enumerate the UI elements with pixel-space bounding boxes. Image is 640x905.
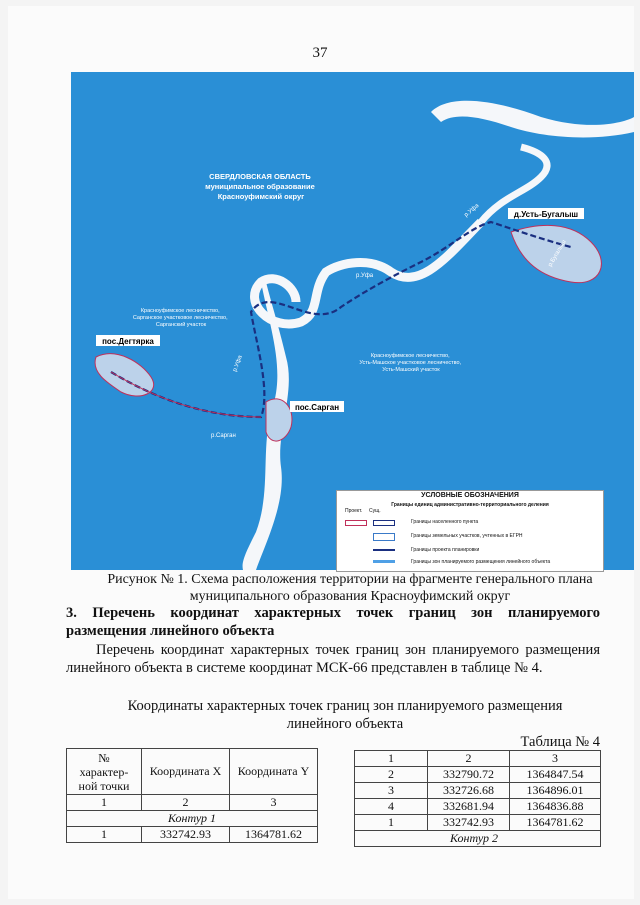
legend-title: УСЛОВНЫЕ ОБОЗНАЧЕНИЯ	[421, 492, 519, 499]
river-label-ufa-2: р.Уфа	[356, 273, 374, 279]
table-row: 1 332742.93 1364781.62	[67, 827, 318, 843]
table-row: 4 332681.94 1364836.88	[355, 799, 601, 815]
figure-caption: Рисунок № 1. Схема расположения территории на фрагменте генерального плана муниципального образования Красноуфимский округ	[107, 572, 593, 604]
svg-text:Красноуфимское лесничество,	[133, 308, 229, 328]
legend-item-plots: Границы земельных участков, учтенных в ЕГРН	[339, 531, 599, 541]
header-point-number: № характер- ной точки	[67, 749, 142, 795]
legend-item-zone: Границы зон планируемого размещения линейного объекта	[339, 557, 599, 567]
table-row: 2 332790.72 1364847.54	[355, 767, 601, 783]
contour-label: Контур 2	[355, 831, 601, 847]
forestry-right-1: Красноуфимское лесничество,	[370, 353, 450, 359]
table-contour-row	[355, 831, 601, 847]
settlement-label-degtyarka: пос.Дегтярка	[102, 337, 154, 346]
river-label-ufa-1: р.Уфа	[463, 202, 481, 219]
table-index-row: 1 2 3	[355, 751, 601, 767]
settlement-label-ust-bugalysh: д.Усть-Бугалыш	[513, 210, 579, 219]
legend-subtitle: Границы единиц административно-территориального деления	[391, 502, 549, 508]
map-legend	[336, 490, 604, 572]
contour-label: Контур 1	[67, 811, 318, 827]
legend-swatch-settlement	[345, 520, 367, 526]
settlement-sarga-area	[266, 399, 292, 441]
section-heading: 3. Перечень координат характерных точек границ зон планируемого размещения линейного объекта	[66, 605, 600, 639]
region-title-1: СВЕРДЛОВСКАЯ ОБЛАСТЬ	[209, 172, 311, 181]
table-caption: Координаты характерных точек границ зон планируемого размещения линейного объекта	[127, 698, 563, 732]
river-label-sarga: р.Сарган	[211, 433, 236, 439]
region-title-3: Красноуфимский округ	[217, 192, 305, 201]
forestry-left-1: Красноуфимское лесничество,	[140, 308, 220, 314]
river-label-bugalysh: р.Бугалыш	[547, 239, 568, 268]
coordinates-table-left	[66, 748, 318, 843]
table-row: 1 332742.93 1364781.62	[355, 815, 601, 831]
legend-swatch-plots	[373, 533, 395, 541]
river-label-ufa-3: р.Уфа	[232, 354, 244, 373]
header-coord-y: Координата Y	[230, 749, 318, 795]
forestry-left-2: Сарганское участковое лесничество,	[132, 315, 228, 321]
table-row: 3 332726.68 1364896.01	[355, 783, 601, 799]
legend-item-settlement: Границы населенного пункта	[339, 517, 599, 527]
forestry-left-3: Сарганский участок	[155, 322, 207, 328]
forestry-right-3: Усть-Машский участок	[382, 367, 440, 373]
legend-col-exist: Сущ.	[369, 508, 381, 514]
header-coord-x: Координата X	[142, 749, 230, 795]
table-contour-row	[67, 811, 318, 827]
table-index-row: 1 2 3	[67, 795, 318, 811]
region-title-2: муниципальное образование	[205, 182, 315, 191]
svg-text:СВЕРДЛОВСКАЯ ОБЛАСТЬ мун	[205, 172, 317, 201]
forestry-right-2: Усть-Машское участковое лесничество,	[359, 360, 462, 366]
river-ufa-north	[431, 101, 634, 138]
legend-swatch-project	[373, 549, 395, 551]
table-number: Таблица № 4	[520, 734, 600, 750]
coordinates-table-right	[354, 750, 601, 847]
legend-col-proj: Проект.	[345, 508, 363, 514]
table-header-row	[67, 749, 318, 795]
svg-text:Красноуфимское лесничество,	[359, 353, 462, 373]
page-number: 37	[312, 45, 328, 61]
legend-swatch-settlement-exist	[373, 520, 395, 526]
settlement-label-sarga: пос.Сарган	[294, 403, 340, 412]
body-paragraph: Перечень координат характерных точек границ зон планируемого размещения линейного объекта в системе координат МСК-66 представлен в таблице № 4.	[66, 642, 600, 676]
legend-swatch-zone	[373, 560, 395, 563]
legend-item-project: Границы проекта планировки	[339, 545, 599, 555]
